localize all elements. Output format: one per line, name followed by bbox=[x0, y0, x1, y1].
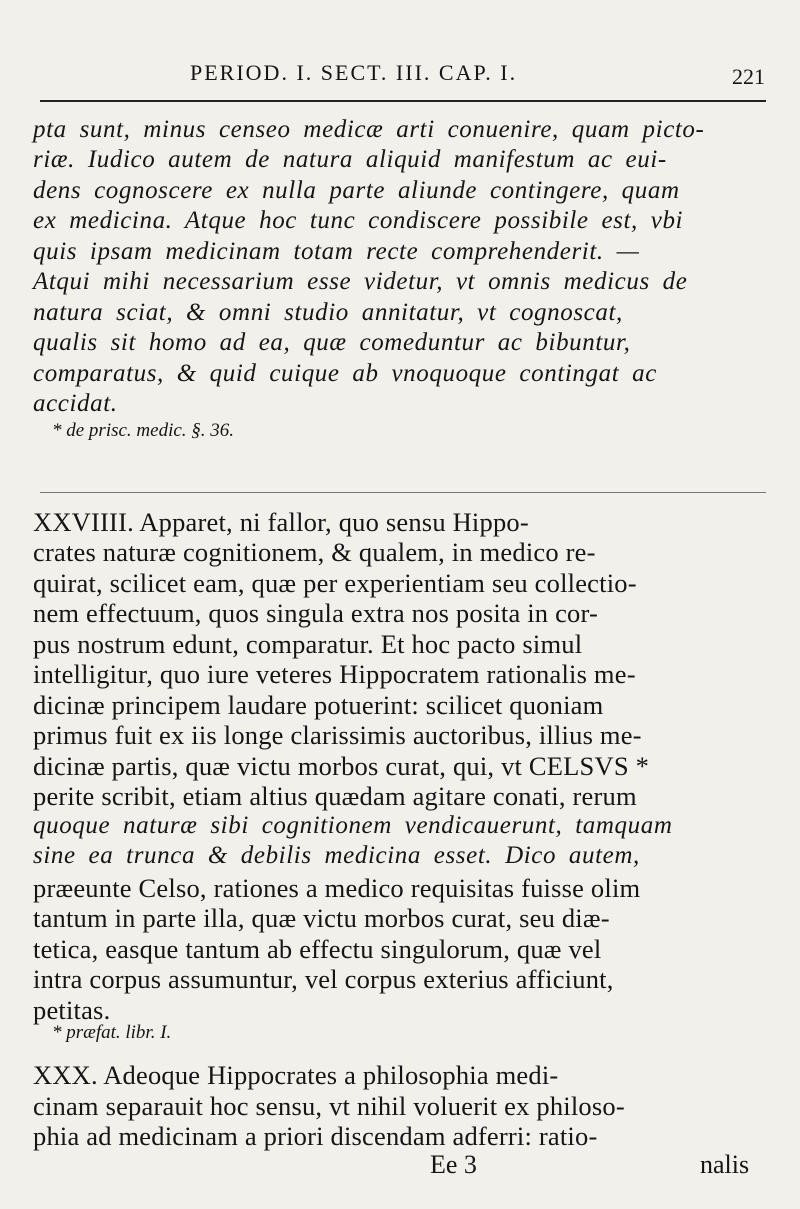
text-line: natura sciat, & omni studio annitatur, vt cognoscat, bbox=[33, 299, 623, 326]
text-line: sine ea trunca & debilis medicina esset. Dico autem, bbox=[33, 842, 640, 869]
text-line: pta sunt, minus censeo medicæ arti conuenire, quam picto- bbox=[33, 116, 705, 143]
signature-mark: Ee 3 bbox=[430, 1150, 477, 1179]
page-header bbox=[40, 60, 765, 96]
text-line: dicinæ partis, quæ victu morbos curat, qui, vt CELSVS * bbox=[33, 751, 650, 781]
text-line: dicinæ principem laudare potuerint: scilicet quoniam bbox=[33, 690, 604, 720]
text-line: pus nostrum edunt, comparatur. Et hoc pacto simul bbox=[33, 629, 583, 659]
running-head: PERIOD. I. SECT. III. CAP. I. bbox=[190, 60, 518, 85]
text-line: præeunte Celso, rationes a medico requisitas fuisse olim bbox=[33, 873, 641, 903]
footnote-line: * præfat. libr. I. bbox=[52, 1022, 172, 1043]
text-line: accidat. bbox=[33, 390, 118, 417]
footnote-line: * de prisc. medic. §. 36. bbox=[52, 420, 235, 441]
text-line: quis ipsam medicinam totam recte comprehenderit. — bbox=[33, 238, 640, 265]
header-rule bbox=[40, 100, 766, 102]
text-line: ex medicina. Atque hoc tunc condiscere possibile est, vbi bbox=[33, 207, 684, 234]
text-line: phia ad medicinam a priori discendam adferri: ratio- bbox=[33, 1121, 598, 1151]
text-line: dens cognoscere ex nulla parte aliunde contingere, quam bbox=[33, 177, 680, 204]
page-number: 221 bbox=[732, 64, 765, 89]
text-line: nem effectuum, quos singula extra nos posita in cor- bbox=[33, 598, 599, 628]
text-line: XXX. Adeoque Hippocrates a philosophia medi- bbox=[33, 1060, 559, 1090]
text-line: Atqui mihi necessarium esse videtur, vt omnis medicus de bbox=[33, 268, 688, 295]
text-line: tantum in parte illa, quæ victu morbos curat, seu diæ- bbox=[33, 903, 610, 933]
text-line: riæ. Iudico autem de natura aliquid manifestum ac eui- bbox=[33, 146, 667, 173]
text-line: intra corpus assumuntur, vel corpus exterius afficiunt, bbox=[33, 964, 614, 994]
text-line: primus fuit ex iis longe clarissimis auctoribus, illius me- bbox=[33, 720, 642, 750]
text-line: crates naturæ cognitionem, & qualem, in medico re- bbox=[33, 537, 596, 567]
text-line: petitas. bbox=[33, 995, 111, 1025]
text-line: qualis sit homo ad ea, quæ comeduntur ac bibuntur, bbox=[33, 329, 631, 356]
text-line: intelligitur, quo iure veteres Hippocratem rationalis me- bbox=[33, 659, 636, 689]
text-line: quoque naturæ sibi cognitionem vendicauerunt, tamquam bbox=[33, 812, 673, 839]
text-line: comparatus, & quid cuique ab vnoquoque contingat ac bbox=[33, 360, 657, 387]
text-line: XXVIIII. Apparet, ni fallor, quo sensu Hippo- bbox=[33, 507, 529, 537]
section-divider bbox=[40, 492, 766, 493]
text-line: perite scribit, etiam altius quædam agitare conati, rerum bbox=[33, 781, 637, 811]
text-line: tetica, easque tantum ab effectu singulorum, quæ vel bbox=[33, 934, 602, 964]
text-line: quirat, scilicet eam, quæ per experientiam seu collectio- bbox=[33, 568, 637, 598]
text-line: cinam separauit hoc sensu, vt nihil voluerit ex philoso- bbox=[33, 1091, 625, 1121]
catchword: nalis bbox=[700, 1150, 750, 1179]
